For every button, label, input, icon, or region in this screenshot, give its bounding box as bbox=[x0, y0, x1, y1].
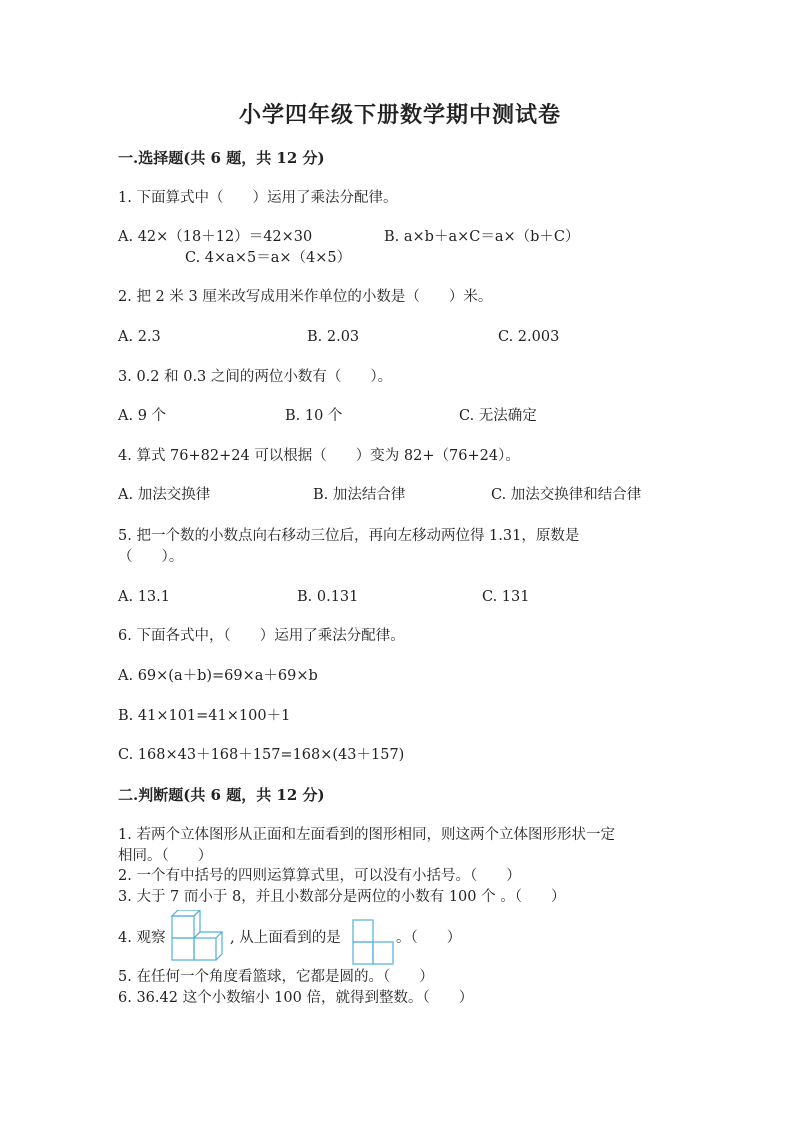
cube-arrangement-figure bbox=[170, 910, 230, 966]
judge-1-line-1: 1. 若两个立体图形从正面和左面看到的图形相同，则这两个立体图形形状一定 bbox=[118, 827, 615, 843]
section-heading-choice: 一.选择题(共 6 题，共 12 分) bbox=[118, 149, 325, 167]
question-3-option-b: B. 10 个 bbox=[285, 408, 343, 424]
question-2-stem: 2. 把 2 米 3 厘米改写成用米作单位的小数是（ ）米。 bbox=[118, 289, 493, 305]
question-2-option-c: C. 2.003 bbox=[498, 329, 560, 345]
question-6-option-c: C. 168×43＋168＋157=168×(43＋157) bbox=[118, 747, 405, 763]
question-1-option-c: C. 4×a×5＝a×（4×5） bbox=[185, 250, 352, 266]
section-heading-judgement: 二.判断题(共 6 题，共 12 分) bbox=[118, 786, 325, 804]
question-3-option-c: C. 无法确定 bbox=[459, 408, 537, 424]
page-title: 小学四年级下册数学期中测试卷 bbox=[238, 102, 561, 128]
judge-4-text-part-1: 4. 观察 bbox=[118, 930, 166, 946]
question-1-option-a: A. 42×（18＋12）＝42×30 bbox=[118, 229, 313, 245]
judge-5: 5. 在任何一个角度看篮球，它都是圆的。（ ） bbox=[118, 969, 434, 985]
judge-4-text-part-2: , 从上面看到的是 bbox=[230, 930, 341, 946]
question-5-stem-line-1: 5. 把一个数的小数点向右移动三位后，再向左移动两位得 1.31，原数是 bbox=[118, 528, 580, 544]
question-5-option-b: B. 0.131 bbox=[297, 589, 359, 605]
question-1-stem: 1. 下面算式中（ ）运用了乘法分配律。 bbox=[118, 190, 398, 206]
question-4-option-b: B. 加法结合律 bbox=[313, 487, 406, 503]
question-4-option-c: C. 加法交换律和结合律 bbox=[491, 487, 642, 503]
question-3-option-a: A. 9 个 bbox=[118, 408, 167, 424]
question-3-stem: 3. 0.2 和 0.3 之间的两位小数有（ ）。 bbox=[118, 369, 393, 385]
question-6-option-a: A. 69×(a＋b)=69×a＋69×b bbox=[118, 668, 318, 684]
question-5-stem-line-2: （ ）。 bbox=[118, 549, 184, 565]
judge-2: 2. 一个有中括号的四则运算算式里，可以没有小括号。（ ） bbox=[118, 868, 521, 884]
judge-1-line-2: 相同。（ ） bbox=[118, 848, 213, 864]
question-5-option-c: C. 131 bbox=[482, 589, 530, 605]
question-4-stem: 4. 算式 76+82+24 可以根据（ ）变为 82+（76+24）。 bbox=[118, 448, 520, 464]
top-view-figure bbox=[352, 919, 394, 965]
question-4-option-a: A. 加法交换律 bbox=[118, 487, 211, 503]
question-6-stem: 6. 下面各式中，（ ）运用了乘法分配律。 bbox=[118, 628, 405, 644]
judge-4-text-part-3: 。（ ） bbox=[396, 930, 462, 946]
question-2-option-a: A. 2.3 bbox=[118, 329, 161, 345]
judge-3: 3. 大于 7 而小于 8，并且小数部分是两位的小数有 100 个 。（ ） bbox=[118, 889, 566, 905]
question-1-option-b: B. a×b＋a×C＝a×（b＋C） bbox=[384, 229, 580, 245]
judge-6: 6. 36.42 这个小数缩小 100 倍，就得到整数。（ ） bbox=[118, 990, 474, 1006]
question-5-option-a: A. 13.1 bbox=[118, 589, 170, 605]
question-2-option-b: B. 2.03 bbox=[307, 329, 360, 345]
question-6-option-b: B. 41×101=41×100＋1 bbox=[118, 708, 291, 724]
